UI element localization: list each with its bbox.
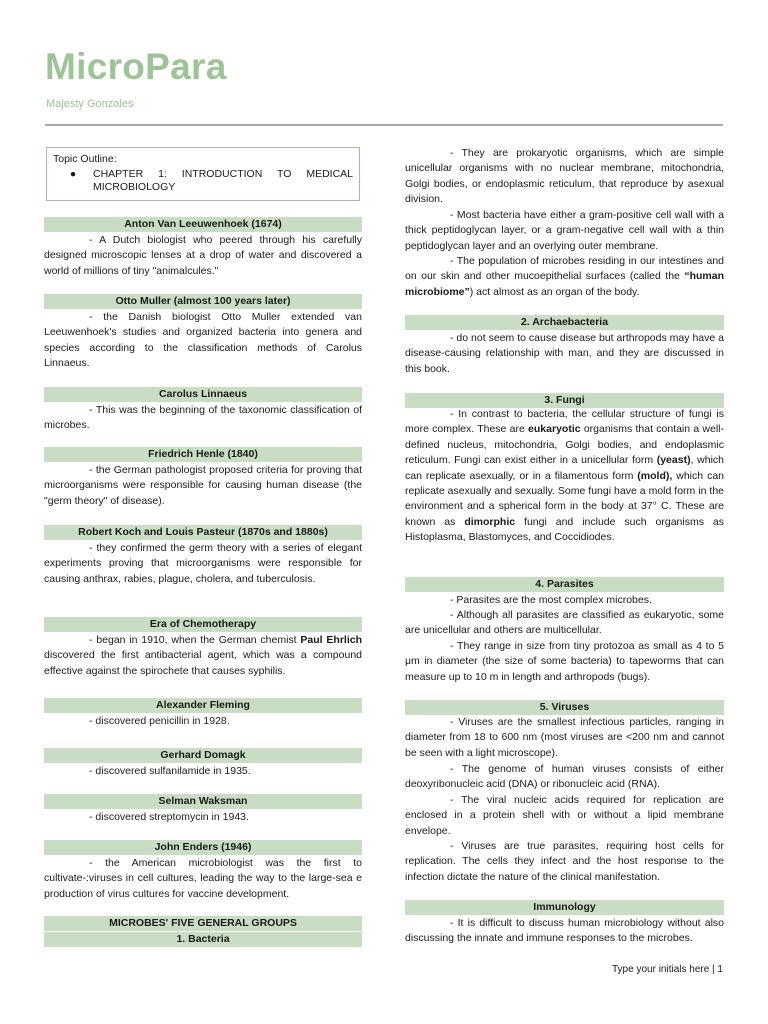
document-author: Majesty Gonzales [46,98,134,110]
topic-outline-text: CHAPTER 1: INTRODUCTION TO MEDICAL MICROBIOLOGY [93,167,353,193]
heading-henle: Friedrich Henle (1840) [44,447,362,462]
para-enders: - the American microbiologist was the first to cultivate-:viruses in cell cultures, leading the way to the large-sea e production of virus cultures for vaccine development. [44,857,362,900]
heading-parasites: 4. Parasites [405,577,724,592]
fungi-text-d: (yeast) [656,454,691,467]
heading-chemotherapy: Era of Chemotherapy [44,617,362,632]
heading-viruses: 5. Viruses [405,700,724,715]
heading-leeuwenhoek: Anton Van Leeuwenhoek (1674) [44,217,362,232]
para-leeuwenhoek: - A Dutch biologist who peered through his carefully designed microscopic lenses at a drop of water and discovered a world of millions of tiny "animalcules." [44,234,362,277]
para-chemotherapy [44,633,362,679]
para-viruses-4: - Viruses are true parasites, requiring host cells for replication. The cells they infect and the host response to the infection dictate the nature of the clinical manifestation. [405,840,724,883]
topic-outline-box [46,147,360,201]
para-bacteria-1: - They are prokaryotic organisms, which are simple unicellular organisms with no nuclear membrane, mitochondria, Golgi bodies, or endoplasmic reticulum, that reproduce by asexual division. [405,147,724,206]
bacteria-3-post: ) act almost as an organ of the body. [469,285,640,298]
para-domagk: - discovered sulfanilamide in 1935. [89,765,251,777]
para-koch-pasteur: - they confirmed the germ theory with a series of elegant experiments proving that microorganisms were responsible for causing anthrax, rabies, plague, cholera, and tuberculosis. [44,542,362,585]
fungi-text-a: - In contrast to bacteria, the cellular structure of fungi is more complex. These are [405,408,724,436]
para-bacteria-3 [405,254,724,300]
page-footer: Type your initials here | 1 [612,964,723,975]
topic-outline-item [53,168,353,195]
bacteria-3-bold: “human microbiome” [405,270,724,298]
document-title: MicroPara [45,46,227,87]
fungi-text-g: which can replicate asexually and sexually. Some fungi have a mold form in the environment and a spherical form in the body at 37° C. These are known as [405,469,724,528]
heading-linnaeus: Carolus Linnaeus [44,387,362,402]
heading-fleming: Alexander Fleming [44,698,362,713]
heading-waksman: Selman Waksman [44,794,362,809]
para-muller: - the Danish biologist Otto Muller extended van Leeuwenhoek's studies and organized bacteria into genera and species according to the classification methods of Carolus Linnaeus. [44,311,362,370]
chemo-text-pre: - began in 1910, when the German chemist [89,634,301,646]
chemo-text-post: discovered the first antibacterial agent, which was a compound effective against the spirochete that causes syphilis. [44,649,362,677]
header-rule [45,124,723,126]
bacteria-3-pre: - The population of microbes residing in our intestines and on our skin and other mucoepithelial surfaces (called the [405,255,724,283]
heading-muller: Otto Muller (almost 100 years later) [44,294,362,309]
heading-koch-pasteur: Robert Koch and Louis Pasteur (1870s and 1880s) [44,525,362,540]
para-viruses-3: - The viral nucleic acids required for replication are enclosed in a protein shell with or without a lipid membrane envelope. [405,794,724,837]
heading-immunology: Immunology [405,900,724,915]
chemo-text-bold: Paul Ehrlich [300,634,362,646]
fungi-text-i: fungi and include such organisms as Histoplasma, Blastomyces, and Coccidiodes. [405,515,724,544]
para-immunology: - It is difficult to discuss human microbiology without also discussing the innate and immune responses to the microbes. [405,917,724,945]
para-waksman: - discovered streptomycin in 1943. [89,811,249,823]
heading-fungi: 3. Fungi [405,393,724,408]
para-parasites-3: - They range in size from tiny protozoa as small as 4 to 5 μm in diameter (the size of some bacteria) to tapeworms that can measure up to 10 m in length and arthropods (bugs). [405,640,724,683]
fungi-text-b: eukaryotic [528,423,581,436]
heading-five-groups: MICROBES' FIVE GENERAL GROUPS [44,916,362,931]
heading-domagk: Gerhard Domagk [44,748,362,763]
fungi-text-h: dimorphic [464,515,516,528]
para-parasites-1: - Parasites are the most complex microbes. [450,594,652,606]
heading-archaebacteria: 2. Archaebacteria [405,315,724,330]
para-fleming: - discovered penicillin in 1928. [89,715,230,727]
bullet-icon: ● [69,167,77,180]
para-viruses-2: - The genome of human viruses consists of either deoxyribonucleic acid (DNA) or ribonucleic acid (RNA). [405,763,724,791]
para-parasites-2: - Although all parasites are classified as eukaryotic, some are unicellular and others are multicellular. [405,609,724,637]
fungi-text-c: organisms that contain a well-defined nucleus, mitochondria, Golgi bodies, and endoplasmic reticulum. Fungi can exist either in a unicellular form [405,423,724,467]
para-archaebacteria: - do not seem to cause disease but arthropods may have a disease-causing relationship with man, and they are discussed in this book. [405,332,724,375]
topic-outline-label: Topic Outline: [53,153,117,165]
para-fungi [405,407,724,546]
fungi-text-e: , which can replicate asexually, or in a filamentous form [405,454,724,482]
heading-bacteria: 1. Bacteria [44,932,362,947]
para-linnaeus: - This was the beginning of the taxonomic classification of microbes. [44,404,362,432]
heading-enders: John Enders (1946) [44,840,362,855]
para-henle: - the German pathologist proposed criteria for proving that microorganisms were responsible for causing human disease (the "germ theory" of disease). [44,464,362,507]
para-bacteria-2: - Most bacteria have either a gram-positive cell wall with a thick peptidoglycan layer, or a gram-negative cell wall with a thin peptidoglycan layer and an overlying outer membrane. [405,209,724,252]
para-viruses-1: - Viruses are the smallest infectious particles, ranging in diameter from 18 to 600 nm (most viruses are <200 nm and cannot be seen with a light microscope). [405,716,724,759]
fungi-text-f: (mold), [637,469,673,482]
